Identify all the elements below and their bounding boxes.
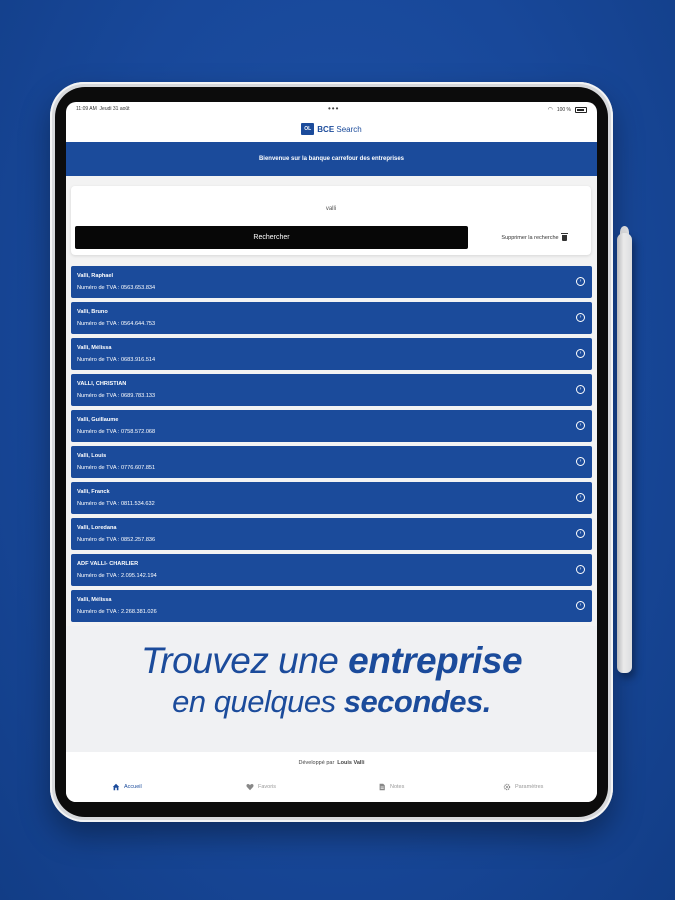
result-name: VALLI, CHRISTIAN (77, 381, 127, 387)
result-name: Valli, Mélissa (77, 597, 112, 603)
multitasking-dots-icon[interactable]: ••• (328, 104, 340, 113)
list-item[interactable] (71, 410, 592, 442)
clear-search-label: Supprimer la recherche (501, 234, 559, 241)
tab-label: Paramètres (515, 784, 544, 790)
chevron-right-icon: › (576, 457, 585, 466)
home-icon (112, 783, 120, 791)
result-tva: Numéro de TVA : 0564.644.753 (77, 321, 156, 327)
welcome-banner (66, 142, 597, 176)
list-item[interactable] (71, 266, 592, 298)
tab-favoris[interactable] (246, 783, 276, 791)
tab-label: Accueil (124, 784, 142, 790)
result-name: Valli, Guillaume (77, 417, 119, 423)
promo-line-2-a: en quelques (172, 684, 344, 719)
result-name: ADF VALLI- CHARLIER (77, 561, 139, 567)
promo-line-2 (66, 684, 597, 720)
footer-prefix: Développé par (298, 760, 335, 766)
result-name: Valli, Raphael (77, 273, 114, 279)
result-name: Valli, Mélissa (77, 345, 112, 351)
chevron-right-icon: › (576, 421, 585, 430)
app-title (317, 125, 361, 134)
result-tva: Numéro de TVA : 2.095.142.194 (77, 573, 157, 579)
status-time-date (76, 106, 130, 112)
result-name: Valli, Franck (77, 489, 110, 495)
note-icon (378, 783, 386, 791)
list-item[interactable] (71, 554, 592, 586)
search-button[interactable]: Rechercher (75, 226, 468, 249)
tab-label: Notes (390, 784, 405, 790)
list-item[interactable] (71, 590, 592, 622)
tab-parametres[interactable] (503, 783, 543, 791)
list-item[interactable] (71, 482, 592, 514)
apple-pencil (617, 233, 632, 673)
promo-line-1-b: entreprise (348, 640, 523, 681)
chevron-right-icon: › (576, 385, 585, 394)
result-tva: Numéro de TVA : 2.268.381.026 (77, 609, 157, 615)
result-tva: Numéro de TVA : 0683.916.514 (77, 357, 156, 363)
developer-footer (66, 752, 597, 775)
list-item[interactable] (71, 338, 592, 370)
result-tva: Numéro de TVA : 0689.783.133 (77, 393, 156, 399)
status-bar (66, 102, 597, 116)
list-item[interactable] (71, 302, 592, 334)
list-item[interactable] (71, 374, 592, 406)
result-name: Valli, Louis (77, 453, 107, 459)
chevron-right-icon: › (576, 277, 585, 286)
chevron-right-icon: › (576, 529, 585, 538)
promo-line-1-a: Trouvez une (140, 640, 349, 681)
list-item[interactable] (71, 446, 592, 478)
clear-search-button[interactable] (484, 227, 584, 248)
app-header (66, 116, 597, 142)
result-name: Valli, Loredana (77, 525, 117, 531)
welcome-text: Bienvenue sur la banque carrefour des entreprises (258, 156, 405, 162)
tab-notes[interactable] (378, 783, 404, 791)
battery-percent: 100 % (556, 106, 571, 113)
status-date: Jeudi 31 août (99, 106, 130, 112)
logo-icon: OL (301, 123, 314, 135)
list-item[interactable] (71, 518, 592, 550)
gear-icon (503, 783, 511, 791)
promo-line-2-b: secondes. (343, 684, 491, 719)
promo-banner (66, 626, 597, 752)
status-time: 11:09 AM (76, 106, 97, 112)
chevron-right-icon: › (576, 313, 585, 322)
status-right (548, 106, 587, 113)
chevron-right-icon: › (576, 601, 585, 610)
tab-label: Favoris (258, 784, 277, 790)
trash-icon (562, 235, 567, 241)
chevron-right-icon: › (576, 493, 585, 502)
wifi-icon: ◠ (547, 107, 553, 113)
result-tva: Numéro de TVA : 0852.257.836 (77, 537, 156, 543)
result-tva: Numéro de TVA : 0776.607.851 (77, 465, 156, 471)
tab-accueil[interactable] (112, 783, 142, 791)
result-tva: Numéro de TVA : 0758.572.068 (77, 429, 156, 435)
app-title-bold: BCE (317, 124, 335, 134)
results-list (66, 266, 597, 626)
search-input[interactable]: valli (325, 206, 337, 212)
result-tva: Numéro de TVA : 0811.534.632 (77, 501, 155, 507)
search-section (66, 176, 597, 266)
app-screen (66, 102, 597, 802)
chevron-right-icon: › (576, 349, 585, 358)
battery-icon (575, 107, 587, 113)
heart-icon (246, 783, 254, 791)
tab-bar (66, 774, 597, 802)
promo-line-1 (66, 640, 597, 682)
result-name: Valli, Bruno (77, 309, 108, 315)
chevron-right-icon: › (576, 565, 585, 574)
result-tva: Numéro de TVA : 0563.653.834 (77, 285, 156, 291)
search-card (71, 186, 591, 255)
footer-author[interactable]: Louis Valli (337, 760, 365, 766)
app-title-rest: Search (334, 124, 362, 134)
